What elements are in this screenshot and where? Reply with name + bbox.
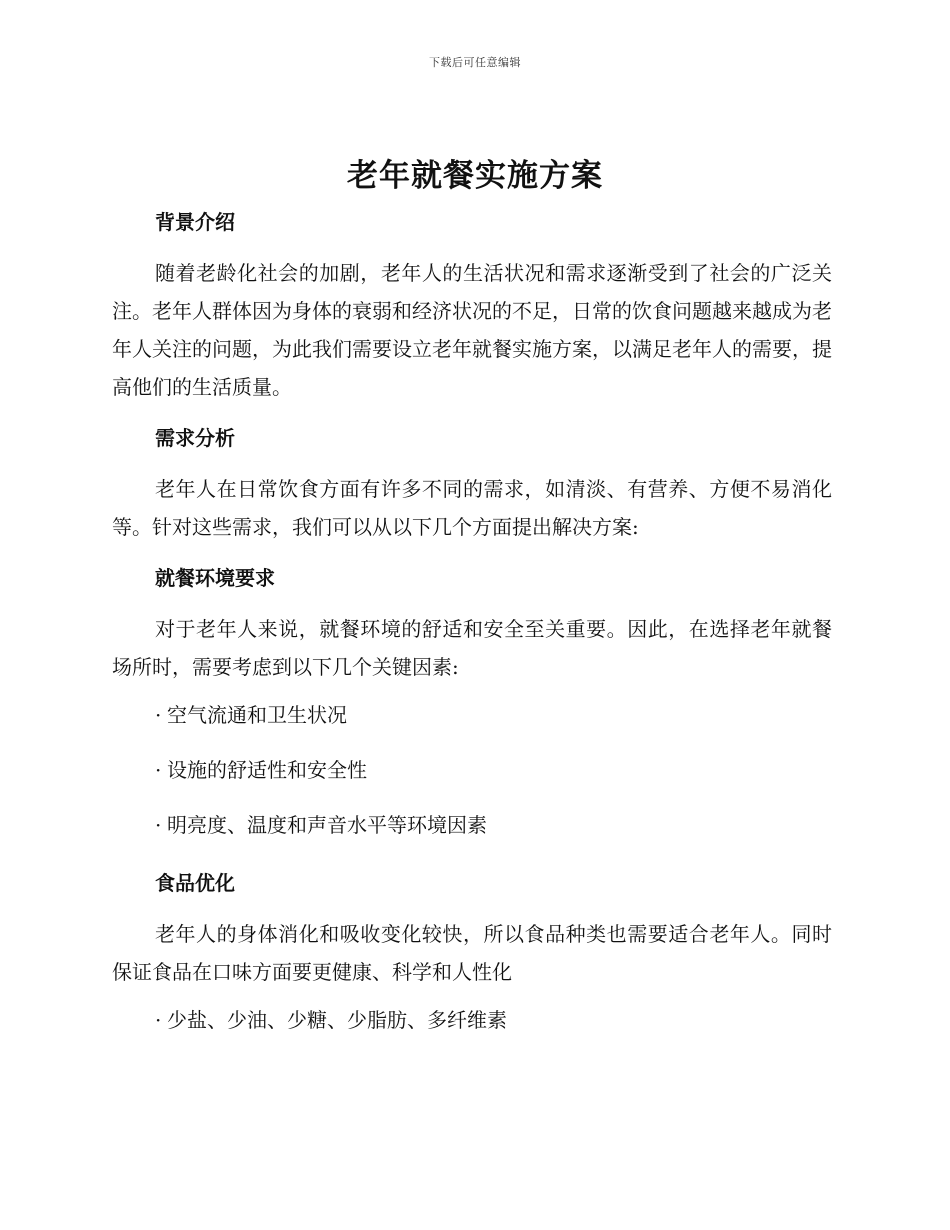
bullet-marker: · <box>155 1008 162 1032</box>
list-item <box>112 751 832 806</box>
list-item-text: 少盐、少油、少糖、少脂肪、多纤维素 <box>167 1008 507 1032</box>
bullet-marker: · <box>155 758 162 782</box>
paragraph-environment: 对于老年人来说，就餐环境的舒适和安全至关重要。因此，在选择老年就餐场所时，需要考虑到以下几个关键因素: <box>112 617 832 679</box>
paragraph-food: 老年人的身体消化和吸收变化较快，所以食品种类也需要适合老年人。同时保证食品在口味方面要更健康、科学和人性化 <box>112 922 832 984</box>
list-item-text: 设施的舒适性和安全性 <box>167 758 367 782</box>
bullet-marker: · <box>155 703 162 727</box>
list-item-text: 空气流通和卫生状况 <box>167 703 347 727</box>
paragraph-background: 随着老龄化社会的加剧，老年人的生活状况和需求逐渐受到了社会的广泛关注。老年人群体因为身体的衰弱和经济状况的不足，日常的饮食问题越来越成为老年人关注的问题，为此我们需要设立老年就餐实施方案，以满足老年人的需要，提高他们的生活质量。 <box>112 261 832 399</box>
section-heading-environment: 就餐环境要求 <box>155 566 275 590</box>
document-title: 老年就餐实施方案 <box>347 158 603 194</box>
list-item <box>112 696 832 751</box>
section-heading-needs: 需求分析 <box>155 426 235 450</box>
section-heading-background: 背景介绍 <box>155 210 235 234</box>
paragraph-needs: 老年人在日常饮食方面有许多不同的需求，如清淡、有营养、方便不易消化等。针对这些需求，我们可以从以下几个方面提出解决方案: <box>112 477 832 539</box>
section-heading-food: 食品优化 <box>155 871 235 895</box>
list-item-text: 明亮度、温度和声音水平等环境因素 <box>167 813 487 837</box>
list-item <box>112 1001 832 1056</box>
header-note: 下载后可任意编辑 <box>429 56 521 69</box>
document-body <box>112 200 832 1056</box>
bullet-marker: · <box>155 813 162 837</box>
list-item <box>112 806 832 861</box>
